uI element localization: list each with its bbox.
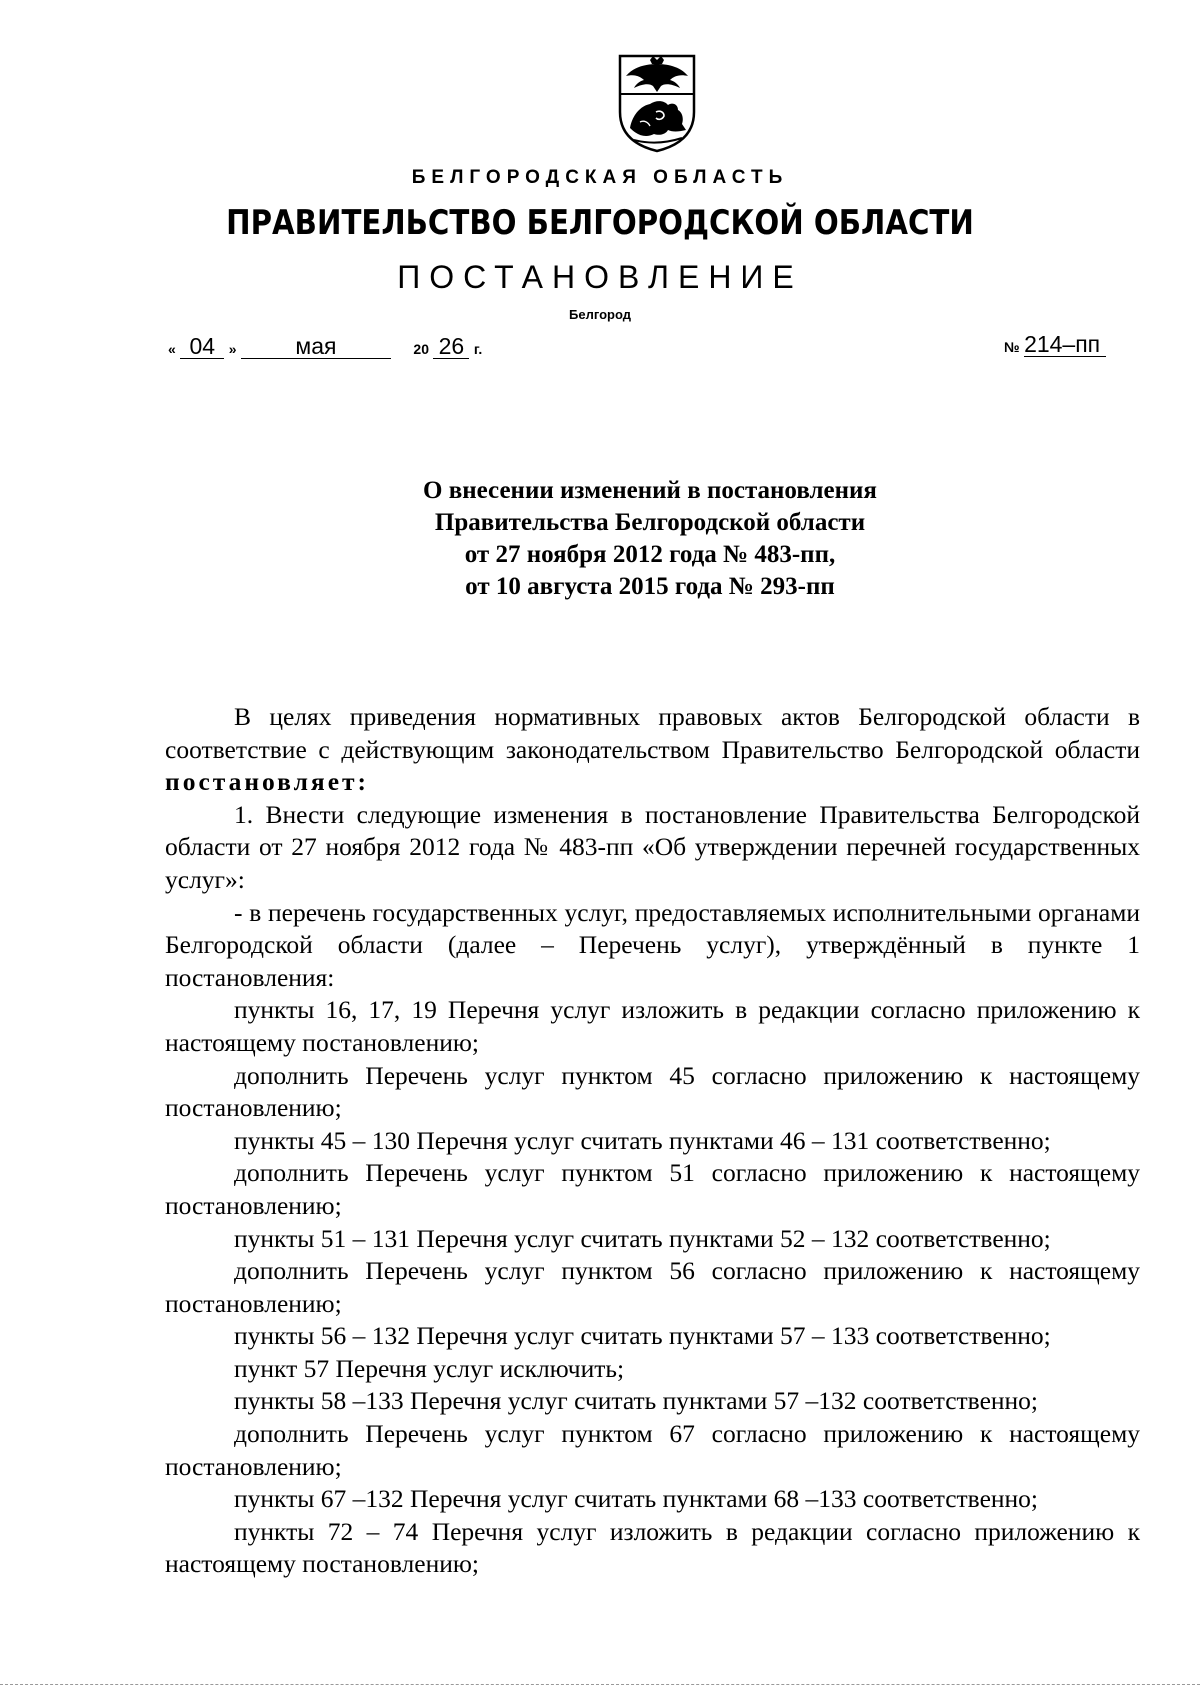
body-paragraph: пункты 16, 17, 19 Перечня услуг изложить в редакции согласно приложению к настоящему постановлению; — [165, 995, 1140, 1057]
document-title — [0, 475, 1200, 603]
belgorod-coat-of-arms-icon — [612, 50, 702, 155]
body-paragraph: пункты 56 – 132 Перечня услуг считать пунктами 57 – 133 соответственно; — [234, 1321, 1051, 1351]
date-year: 26 — [433, 334, 469, 359]
document-date — [168, 334, 482, 359]
preamble-paragraph — [165, 701, 1140, 799]
document-body — [165, 701, 1140, 1581]
number-label: № — [1004, 339, 1020, 355]
city-label: Белгород — [569, 307, 631, 322]
region-heading: БЕЛГОРОДСКАЯ ОБЛАСТЬ — [411, 167, 789, 188]
date-year-prefix: 20 — [413, 341, 429, 357]
date-year-mark: г. — [473, 341, 483, 357]
body-paragraph: пункт 57 Перечня услуг исключить; — [234, 1353, 625, 1383]
body-paragraph: дополнить Перечень услуг пунктом 51 согласно приложению к настоящему постановлению; — [165, 1158, 1140, 1220]
title-line: Правительства Белгородской области — [434, 509, 866, 536]
body-paragraph: пункты 51 – 131 Перечня услуг считать пунктами 52 – 132 соответственно; — [234, 1223, 1051, 1253]
body-paragraph: пункты 72 – 74 Перечня услуг изложить в редакции согласно приложению к настоящему постановлению; — [165, 1516, 1140, 1579]
title-line: от 27 ноября 2012 года № 483-пп, — [464, 541, 836, 568]
document-type: ПОСТАНОВЛЕНИЕ — [397, 259, 803, 295]
preamble-text: В целях приведения нормативных правовых актов Белгородской области в соответствие с действующим законодательством Правительство Белгородской области — [165, 702, 1140, 764]
body-paragraph: пункты 67 –132 Перечня услуг считать пунктами 68 –133 соответственно; — [234, 1484, 1039, 1514]
date-close-quote: » — [228, 341, 237, 357]
body-paragraph: дополнить Перечень услуг пунктом 45 согласно приложению к настоящему постановлению; — [165, 1060, 1140, 1123]
body-paragraph: дополнить Перечень услуг пунктом 56 согласно приложению к настоящему постановлению; — [165, 1256, 1140, 1318]
document-number — [1004, 332, 1106, 357]
body-paragraph: 1. Внести следующие изменения в постановление Правительства Белгородской области от 27 ноября 2012 года № 483-пп «Об утверждении перечней государственных услуг»: — [165, 799, 1140, 894]
number-value: 214–пп — [1024, 332, 1106, 357]
scan-edge-line — [0, 1684, 1200, 1686]
title-line: О внесении изменений в постановления — [423, 477, 877, 504]
body-paragraph: пункты 45 – 130 Перечня услуг считать пунктами 46 – 131 соответственно; — [234, 1125, 1051, 1155]
preamble-resolves: постановляет: — [165, 767, 370, 797]
title-line: от 10 августа 2015 года № 293-пп — [465, 573, 835, 600]
government-heading: ПРАВИТЕЛЬСТВО БЕЛГОРОДСКОЙ ОБЛАСТИ — [226, 203, 974, 243]
date-month: мая — [241, 334, 391, 359]
body-paragraph: пункты 58 –133 Перечня услуг считать пунктами 57 –132 соответственно; — [234, 1386, 1039, 1416]
body-paragraph: - в перечень государственных услуг, предоставляемых исполнительными органами Белгородской области (далее – Перечень услуг), утверждённый в пункте 1 постановления: — [165, 897, 1140, 992]
date-day: 04 — [180, 334, 224, 359]
body-paragraph: дополнить Перечень услуг пунктом 67 согласно приложению к настоящему постановлению; — [165, 1419, 1140, 1481]
date-open-quote: « — [168, 341, 176, 357]
